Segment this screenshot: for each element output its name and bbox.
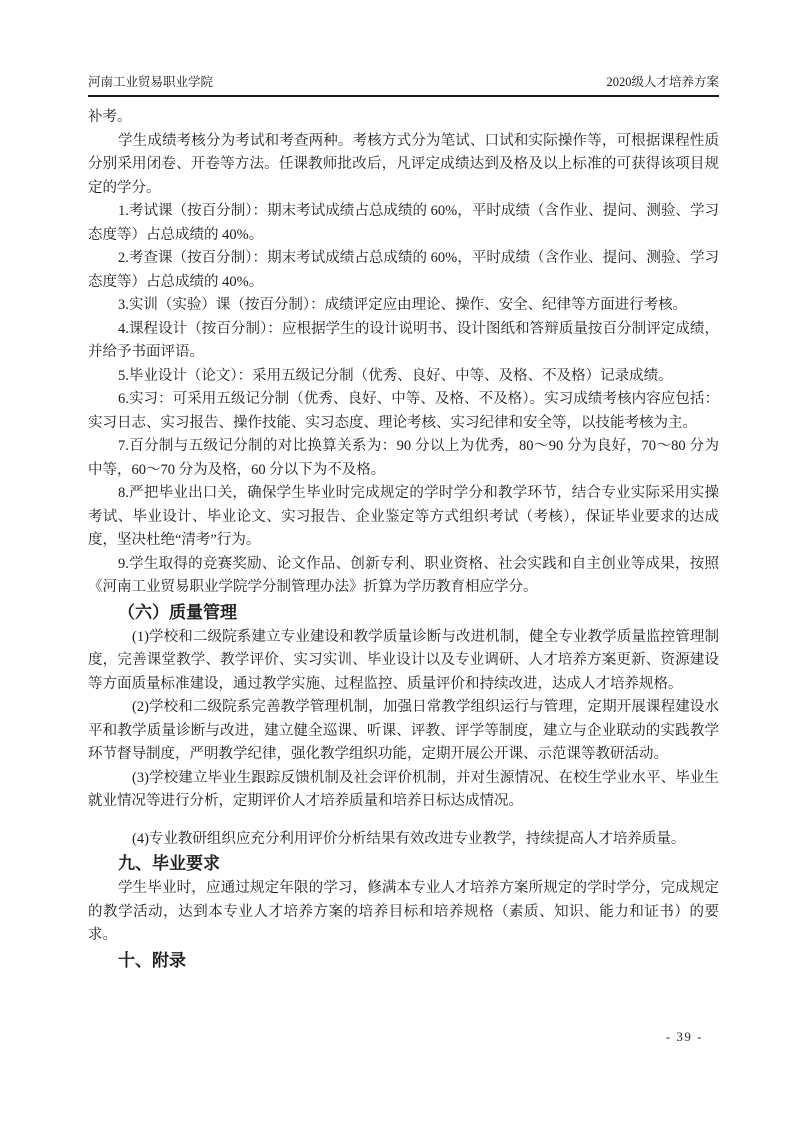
sub-item-4-teaching-research: (4)专业教研组织应充分利用评价分析结果有效改进专业教学，持续提高人才培养质量。	[132, 830, 686, 847]
list-item-4-course-design: 4.课程设计（按百分制）：应根据学生的设计说明书、设计图纸和答辩质量按百分制评定成绩，并给予书面评语。	[88, 320, 719, 360]
list-item-2-check-course: 2.考查课（按百分制）：期末考试成绩占总成绩的 60%，平时成绩（含作业、提问、测验、学习态度等）占总成绩的 40%。	[88, 250, 719, 290]
header-school-name: 河南工业贸易职业学院	[88, 75, 214, 89]
section-heading-appendix: 十、附录	[118, 950, 186, 970]
list-item-6-internship: 6.实习：可采用五级记分制（优秀、良好、中等、及格、不及格）。实习成绩考核内容应包括：实习日志、实习报告、操作技能、实习态度、理论考核、实习纪律和安全等，以技能考核为主。	[88, 391, 719, 431]
document-body	[88, 106, 719, 974]
paragraph-continuation: 补考。	[88, 109, 132, 125]
paragraph-graduation-requirements: 学生毕业时，应通过规定年限的学习，修满本专业人才培养方案所规定的学时学分，完成规定的教学活动，达到本专业人才培养方案的培养目标和培养规格（素质、知识、能力和证书）的要求。	[88, 880, 719, 943]
list-item-1-exam-course: 1.考试课（按百分制）：期末考试成绩占总成绩的 60%，平时成绩（含作业、提问、测验、学习态度等）占总成绩的 40%。	[88, 203, 719, 243]
section-heading-graduation-requirements: 九、毕业要求	[118, 854, 220, 873]
list-item-7-grade-conversion: 7.百分制与五级记分制的对比换算关系为：90 分以上为优秀，80～90 分为良好，70～80 分为中等，60～70 分为及格，60 分以下为不及格。	[88, 438, 719, 478]
page-number: - 39 -	[665, 1029, 703, 1044]
sub-item-1-diagnosis-mechanism: (1)学校和二级院系建立专业建设和教学质量诊断与改进机制，健全专业教学质量监控管理制度，完善课堂教学、教学评价、实习实训、毕业设计以及专业调研、人才培养方案更新、资源建设等方面质量标准建设，通过教学实施、过程监控、质量评价和持续改进，达成人才培养规格。	[88, 628, 719, 692]
list-item-8-graduation-gate: 8.严把毕业出口关，确保学生毕业时完成规定的学时学分和教学环节，结合专业实际采用实操考试、毕业设计、毕业论文、实习报告、企业鉴定等方式组织考试（考核），保证毕业要求的达成度，坚决杜绝“清考”行为。	[88, 485, 719, 548]
section-heading-quality-management: （六）质量管理	[118, 602, 237, 622]
list-item-3-practical-course: 3.实训（实验）课（按百分制）：成绩评定应由理论、操作、安全、纪律等方面进行考核。	[118, 297, 688, 313]
page-header	[88, 74, 719, 97]
paragraph-assessment-intro: 学生成绩考核分为考试和考查两种。考核方式分为笔试、口试和实际操作等，可根据课程性质分别采用闭卷、开卷等方法。任课教师批改后，凡评定成绩达到及格及以上标准的可获得该项目规定的学分。	[88, 132, 719, 196]
list-item-9-credit-conversion: 9.学生取得的竞赛奖励、论文作品、创新专利、职业资格、社会实践和自主创业等成果，按照《河南工业贸易职业学院学分制管理办法》折算为学历教育相应学分。	[88, 555, 719, 595]
sub-item-3-graduate-tracking: (3)学校建立毕业生跟踪反馈机制及社会评价机制，并对生源情况、在校生学业水平、毕业生就业情况等进行分析，定期评价人才培养质量和培养日标达成情况。	[88, 769, 719, 809]
list-item-5-graduation-design: 5.毕业设计（论文）：采用五级记分制（优秀、良好、中等、及格、不及格）记录成绩。	[118, 367, 673, 384]
sub-item-2-teaching-management: (2)学校和二级院系完善教学管理机制，加强日常教学组织运行与管理，定期开展课程建设水平和教学质量诊断与改进，建立健全巡课、听课、评教、评学等制度，建立与企业联动的实践教学环节督导制度，严明教学纪律，强化教学组织功能，定期开展公开课、示范课等教研活动。	[88, 699, 719, 762]
header-doc-title: 2020级人才培养方案	[606, 75, 719, 89]
